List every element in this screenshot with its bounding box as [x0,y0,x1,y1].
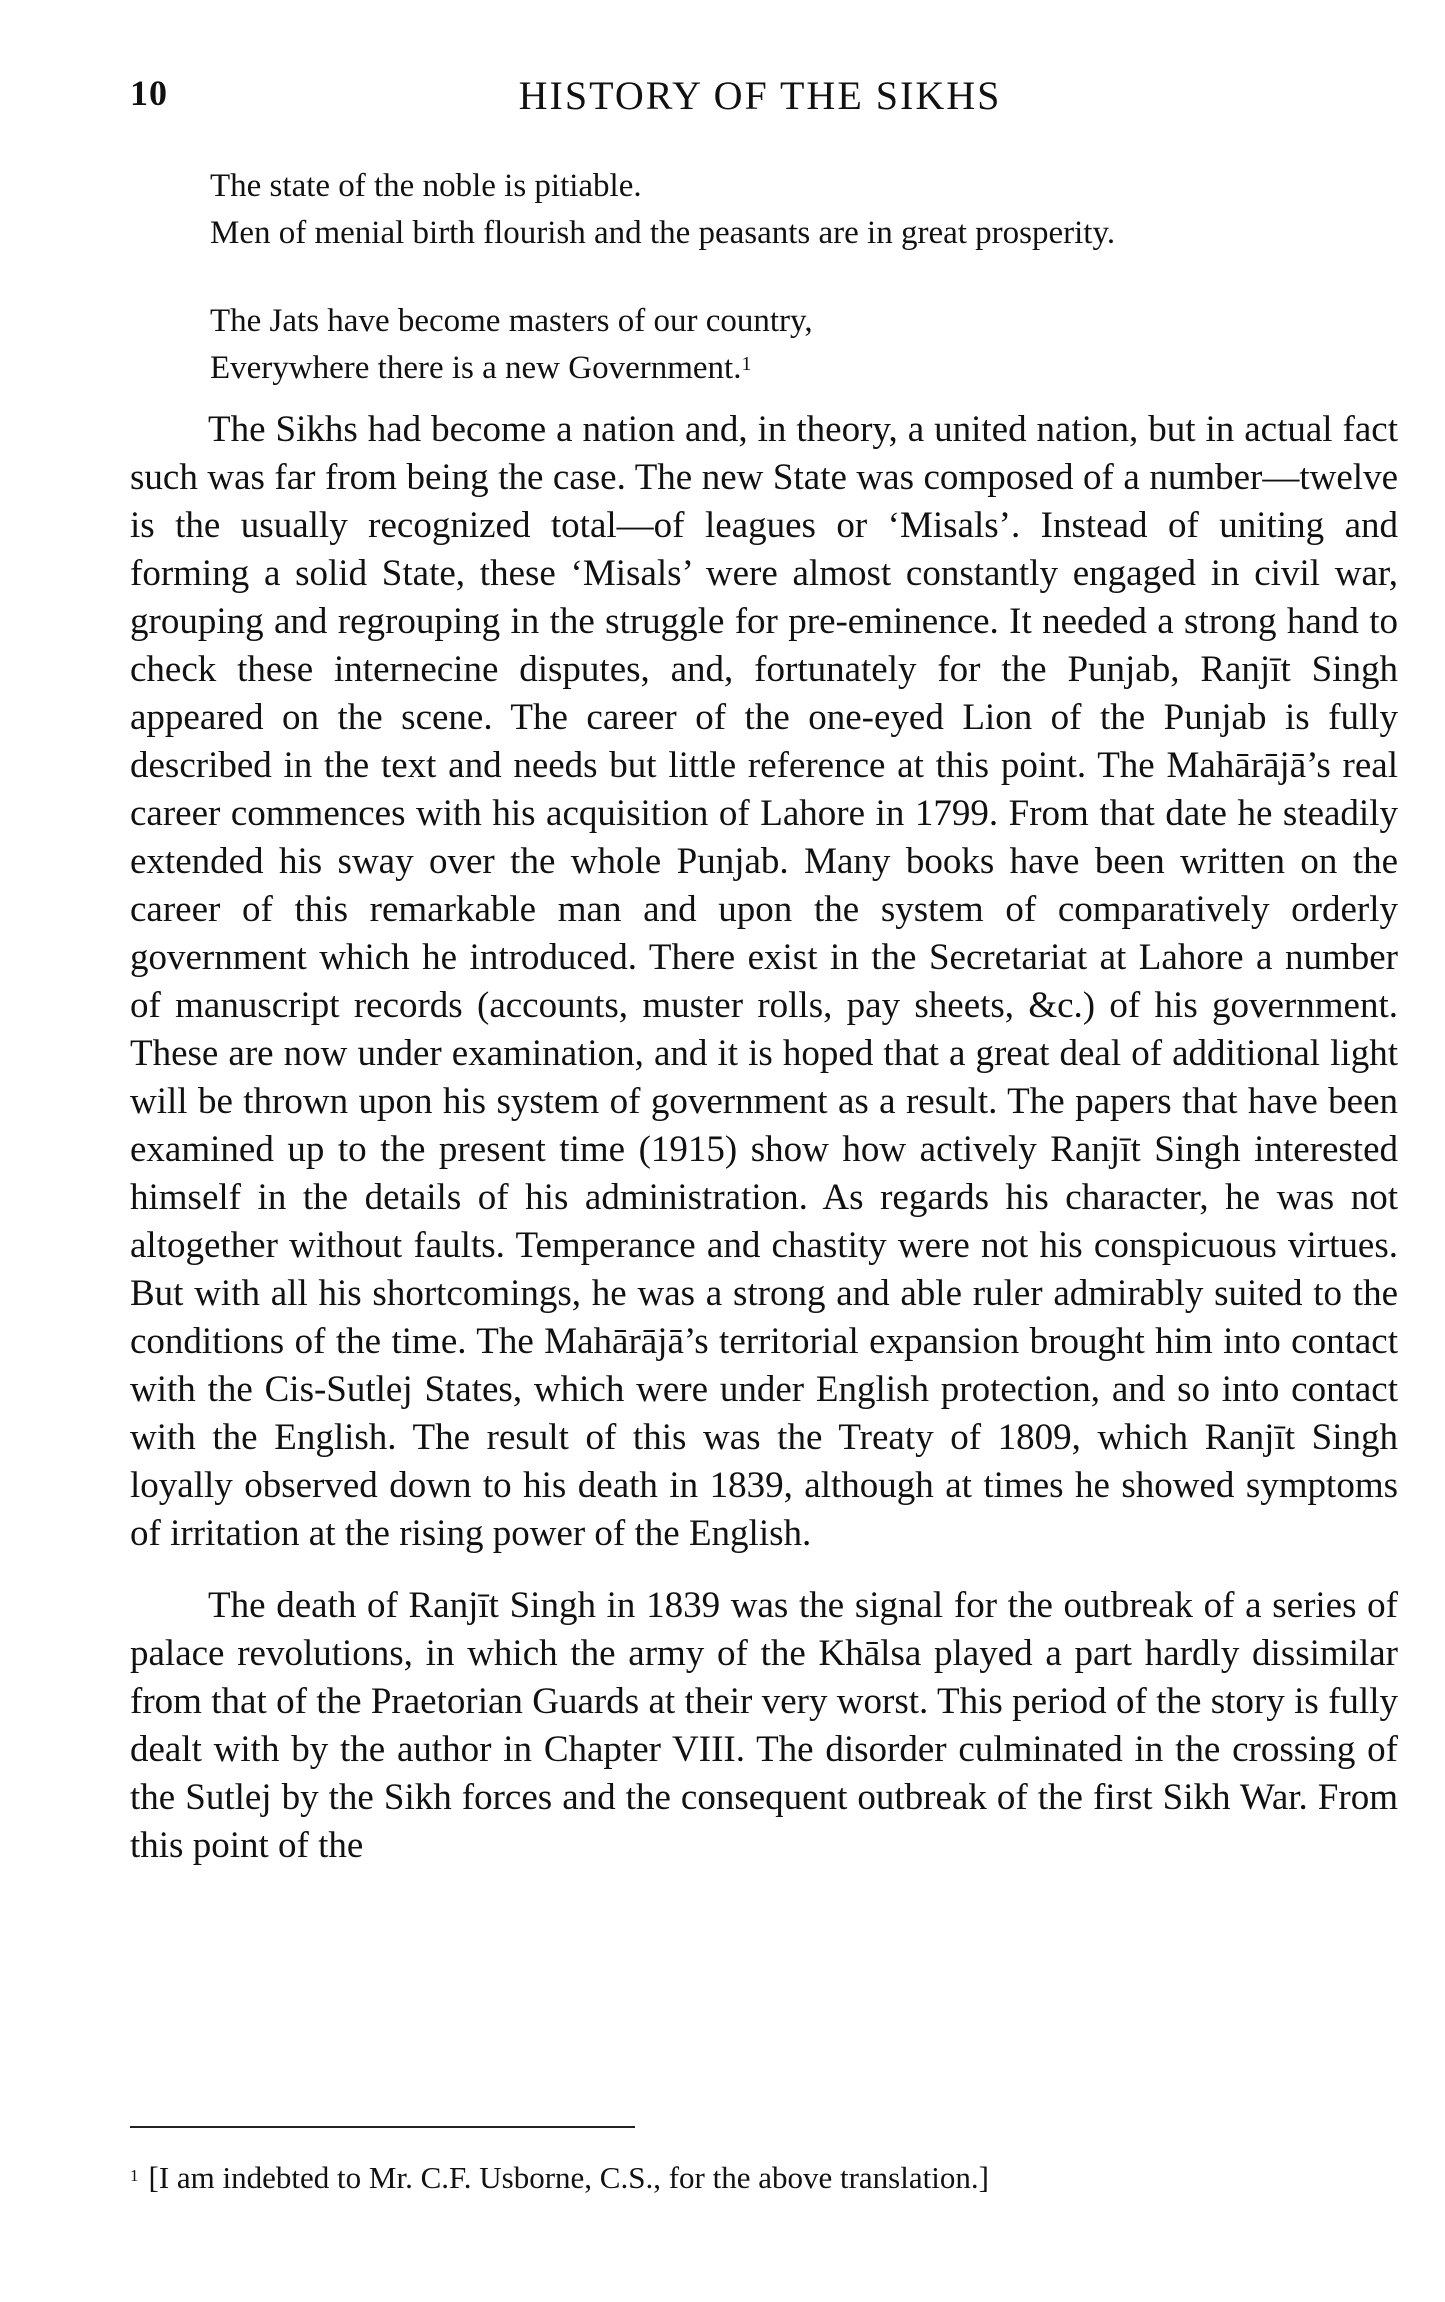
page-number: 10 [130,73,168,113]
verse-line: Men of menial birth flourish and the peasants are in great prosperity. [210,215,1116,251]
footnote-text: [I am indebted to Mr. C.F. Usborne, C.S., for the above translation.] [148,2160,989,2195]
footnote-reference[interactable]: 1 [741,353,752,376]
footnote-divider [130,2126,635,2128]
footnote [130,2158,1380,2198]
page-header [120,72,1400,132]
verse-line: The Jats have become masters of our country, [210,303,813,339]
body-text [130,406,1398,1870]
verse-line-text: Everywhere there is a new Government. [210,350,742,386]
paragraph: The Sikhs had become a nation and, in theory, a united nation, but in actual fact such was far from being the case. The new State was composed of a number—twelve is the usually recognized total—of leagues or ‘Misals’. Instead of uniting and forming a solid State, these ‘Misals’ were almost constantly engaged in civil war, grouping and regrouping in the struggle for pre-eminence. It needed a strong hand to check these internecine disputes, and, fortunately for the Punjab, Ranjīt Singh appeared on the scene. The career of the one-eyed Lion of the Punjab is fully described in the text and needs but little reference at this point. The Mahārājā’s real career commences with his acquisition of Lahore in 1799. From that date he steadily extended his sway over the whole Punjab. Many books have been written on the career of this remarkable man and upon the system of comparatively orderly government which he introduced. There exist in the Secretariat at Lahore a number of manuscript records (accounts, muster rolls, pay sheets, &c.) of his government. These are now under examination, and it is hoped that a great deal of additional light will be thrown upon his system of government as a result. The papers that have been examined up to the present time (1915) show how actively Ranjīt Singh interested himself in the details of his administration. As regards his character, he was not altogether without faults. Temperance and chastity were not his conspicuous virtues. But with all his shortcomings, he was a strong and able ruler admirably suited to the conditions of the time. The Mahārājā’s territorial expansion brought him into contact with the Cis-Sutlej States, which were under English protection, and so into contact with the English. The result of this was the Treaty of 1809, which Ranjīt Singh loyally observed down to his death in 1839, although at times he showed symptoms of irritation at the rising power of the English. [130,409,1398,1554]
running-head: HISTORY OF THE SIKHS [518,73,1002,118]
paragraph: The death of Ranjīt Singh in 1839 was the signal for the outbreak of a series of palace revolutions, in which the army of the Khālsa played a part hardly dissimilar from that of the Praetorian Guards at their very worst. This period of the story is fully dealt with by the author in Chapter VIII. The disorder culminated in the crossing of the Sutlej by the Sikh forces and the consequent outbreak of the first Sikh War. From this point of the [130,1585,1398,1866]
verse-line-with-footnote [210,345,1360,392]
verse-line: The state of the noble is pitiable. [210,168,642,204]
verse-stanza-2 [210,298,1360,392]
footnote-marker: 1 [130,2166,139,2186]
verse-stanza-1 [210,163,1360,257]
